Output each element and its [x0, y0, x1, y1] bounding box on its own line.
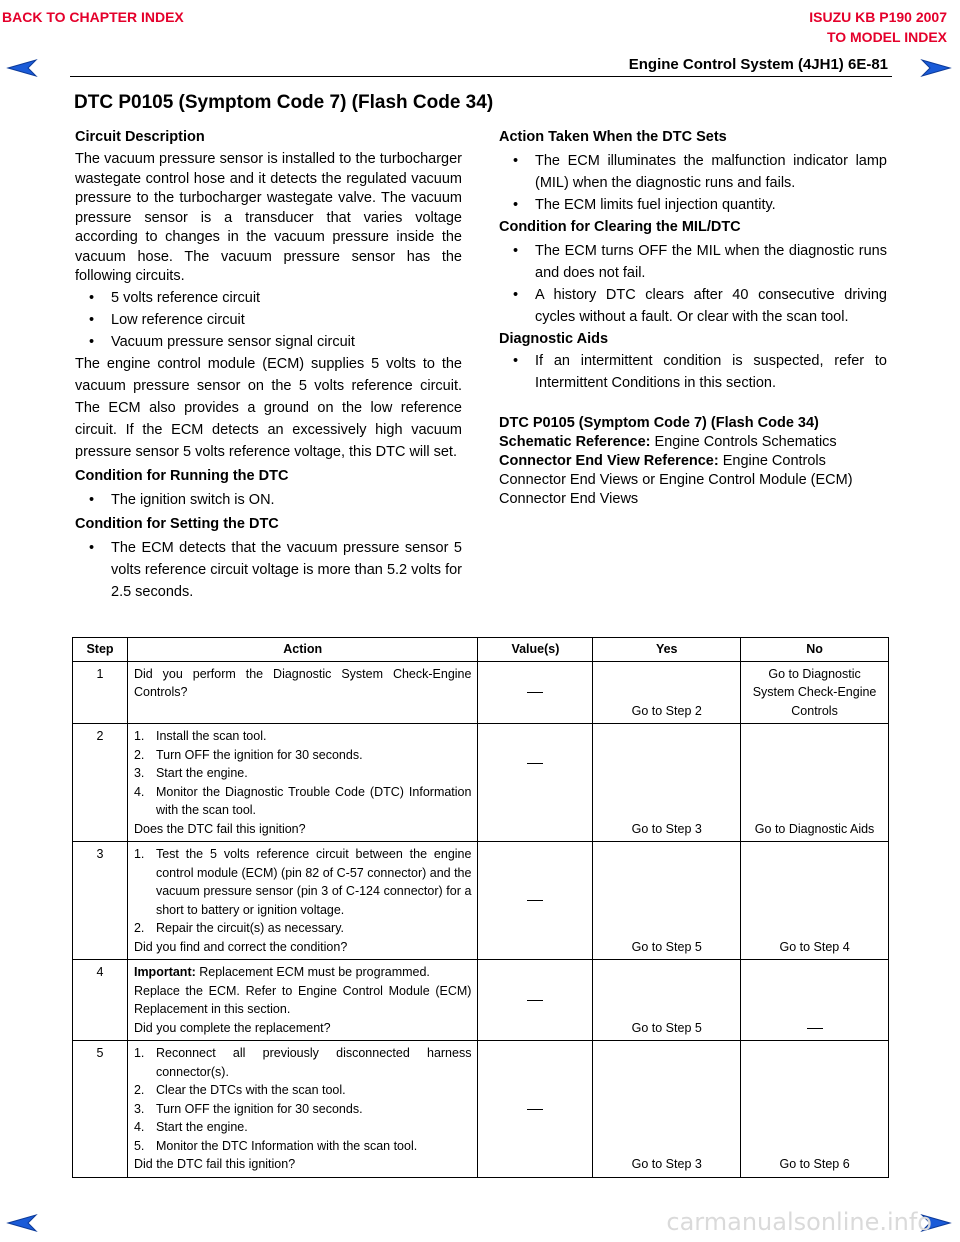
action-cell — [127, 960, 478, 1041]
list-item: • If an intermittent condition is suspected, refer to Intermittent Conditions in this section. — [499, 350, 887, 394]
left-column — [75, 126, 462, 603]
circuit-description-text: The vacuum pressure sensor is installed to the turbocharger wastegate control hose and it detects the regulated vacuum pressure to the turbocharger wastegate valve. The vacuum pressure sensor is a transducer that varies voltage according to changes in the vacuum pressure inside the vacuum hose. The vacuum pressure sensor has the following circuits. — [75, 151, 462, 284]
list-item: • The ECM turns OFF the MIL when the diagnostic runs and does not fail. — [499, 240, 887, 284]
next-page-arrow-icon[interactable] — [920, 58, 952, 78]
list-item: • A history DTC clears after 40 consecutive driving cycles without a fault. Or clear with the scan tool. — [499, 284, 887, 328]
list-item: • The ignition switch is ON. — [75, 489, 462, 511]
header-step: Step — [73, 638, 128, 662]
connector-reference-label: Connector End View Reference: — [499, 453, 719, 469]
list-item: 2. Repair the circuit(s) as necessary. — [133, 921, 344, 935]
ecm-description-text: The engine control module (ECM) supplies 5 volts to the vacuum pressure sensor on the 5 volts reference circuit. The ECM also provides a ground on the low reference circuit. If the ECM detects an excessively high vacuum pressure sensor 5 volts reference voltage, this DTC will set. — [75, 355, 462, 460]
running-condition-list — [75, 489, 462, 511]
value-cell — [478, 842, 593, 960]
step-number: 3 — [73, 842, 128, 960]
dash — [807, 1028, 823, 1029]
list-item: • 5 volts reference circuit — [75, 287, 462, 309]
value-cell — [478, 1041, 593, 1178]
no-cell[interactable]: Go to Diagnostic System Check-Engine Controls — [741, 661, 889, 724]
no-cell — [741, 960, 889, 1041]
circuit-description-heading: Circuit Description — [75, 129, 205, 145]
running-condition-heading: Condition for Running the DTC — [75, 467, 289, 484]
step-number: 5 — [73, 1041, 128, 1178]
table-row — [73, 661, 889, 724]
action-cell — [127, 842, 478, 960]
step-number: 2 — [73, 724, 128, 842]
dash — [527, 692, 543, 693]
header-values: Value(s) — [478, 638, 593, 662]
list-item: 4. Start the engine. — [133, 1120, 248, 1134]
model-title-link[interactable]: ISUZU KB P190 2007 — [809, 9, 947, 25]
connector-reference-link[interactable]: Engine Controls Connector End Views or Engine Control Module (ECM) Connector End Views — [499, 453, 853, 507]
yes-cell[interactable]: Go to Step 3 — [593, 1041, 741, 1178]
page-header: Engine Control System (4JH1) 6E-81 — [628, 56, 888, 73]
prev-page-arrow-icon[interactable] — [6, 58, 38, 78]
list-item: • Vacuum pressure sensor signal circuit — [75, 331, 462, 353]
dash — [527, 1109, 543, 1110]
header-yes: Yes — [593, 638, 741, 662]
value-cell — [478, 724, 593, 842]
dtc-reference-title: DTC P0105 (Symptom Code 7) (Flash Code 34) — [499, 415, 819, 431]
to-model-index-link[interactable]: TO MODEL INDEX — [826, 29, 947, 45]
clearing-condition-heading: Condition for Clearing the MIL/DTC — [499, 219, 741, 235]
no-cell[interactable]: Go to Step 6 — [741, 1041, 889, 1178]
header-action: Action — [127, 638, 478, 662]
no-cell[interactable]: Go to Step 4 — [741, 842, 889, 960]
circuit-list — [75, 287, 462, 353]
list-item: • The ECM illuminates the malfunction indicator lamp (MIL) when the diagnostic runs and fails. — [499, 150, 887, 194]
value-cell — [478, 960, 593, 1041]
action-cell — [127, 1041, 478, 1178]
table-row — [73, 724, 889, 842]
setting-condition-heading: Condition for Setting the DTC — [75, 515, 279, 532]
yes-cell[interactable]: Go to Step 5 — [593, 842, 741, 960]
header-divider — [70, 76, 892, 77]
diagnostic-table — [72, 637, 889, 1178]
list-item: • Low reference circuit — [75, 309, 462, 331]
setting-condition-list — [75, 537, 462, 603]
watermark: carmanualsonline.info — [666, 1208, 932, 1236]
list-item: • The ECM detects that the vacuum pressure sensor 5 volts reference circuit voltage is more than 5.2 volts for 2.5 seconds. — [75, 537, 462, 603]
schematic-reference — [499, 433, 887, 452]
list-item: 4. Monitor the Diagnostic Trouble Code (DTC) Information with the scan tool. — [133, 784, 472, 817]
yes-cell[interactable]: Go to Step 2 — [593, 661, 741, 724]
connector-reference — [499, 452, 887, 509]
table-row — [73, 1041, 889, 1178]
list-item: 2. Clear the DTCs with the scan tool. — [133, 1083, 346, 1097]
value-cell — [478, 661, 593, 724]
right-column — [499, 126, 887, 509]
step-number: 1 — [73, 661, 128, 724]
schematic-reference-label: Schematic Reference: — [499, 434, 651, 450]
back-to-chapter-index-link[interactable]: BACK TO CHAPTER INDEX — [2, 9, 184, 25]
no-cell[interactable]: Go to Diagnostic Aids — [741, 724, 889, 842]
action-text: Replace the ECM. Refer to Engine Control Module (ECM) Replacement in this section. — [133, 983, 472, 1016]
list-item: 1. Reconnect all previously disconnected harness connector(s). — [133, 1046, 472, 1079]
list-item: 3. Turn OFF the ignition for 30 seconds. — [133, 1101, 363, 1116]
action-cell — [127, 724, 478, 842]
header-no: No — [741, 638, 889, 662]
important-label: Important: — [133, 965, 196, 979]
diagnostic-aids-heading: Diagnostic Aids — [499, 331, 609, 347]
list-item: 3. Start the engine. — [133, 766, 248, 780]
step-number: 4 — [73, 960, 128, 1041]
action-steps — [134, 727, 472, 820]
dash — [527, 1000, 543, 1001]
clearing-condition-list — [499, 240, 887, 328]
list-item: 2. Turn OFF the ignition for 30 seconds. — [133, 747, 363, 762]
page-title: DTC P0105 (Symptom Code 7) (Flash Code 34) — [74, 92, 494, 113]
action-question: Does the DTC fail this ignition? — [133, 821, 306, 836]
action-taken-list — [499, 150, 887, 216]
action-question: Did the DTC fail this ignition? — [133, 1157, 296, 1171]
list-item: 1. Install the scan tool. — [133, 729, 267, 743]
yes-cell[interactable]: Go to Step 3 — [593, 724, 741, 842]
action-question: Did you complete the replacement? — [133, 1020, 331, 1035]
action-question: Did you find and correct the condition? — [133, 939, 348, 954]
action-taken-heading: Action Taken When the DTC Sets — [499, 129, 727, 145]
list-item: 5. Monitor the DTC Information with the scan tool. — [133, 1138, 418, 1153]
action-steps — [134, 1044, 472, 1155]
table-row — [73, 842, 889, 960]
dash — [527, 763, 543, 764]
dash — [527, 900, 543, 901]
table-header-row — [73, 638, 889, 662]
diagnostic-aids-list — [499, 350, 887, 394]
important-note: Important: Replacement ECM must be programmed. — [133, 965, 430, 979]
action-cell: Did you perform the Diagnostic System Check-Engine Controls? — [127, 661, 478, 724]
schematic-reference-link[interactable]: Engine Controls Schematics — [650, 434, 837, 450]
list-item: 1. Test the 5 volts reference circuit between the engine control module (ECM) (pin 82 of C-57 connector) and the vacuum pressure sensor (pin 3 of C-124 connector) for a short to battery or ignition voltage. — [133, 847, 472, 917]
list-item: • The ECM limits fuel injection quantity. — [499, 194, 887, 216]
action-steps — [134, 845, 472, 938]
prev-page-arrow-bottom-icon[interactable] — [6, 1213, 38, 1233]
table-row — [73, 960, 889, 1041]
yes-cell[interactable]: Go to Step 5 — [593, 960, 741, 1041]
